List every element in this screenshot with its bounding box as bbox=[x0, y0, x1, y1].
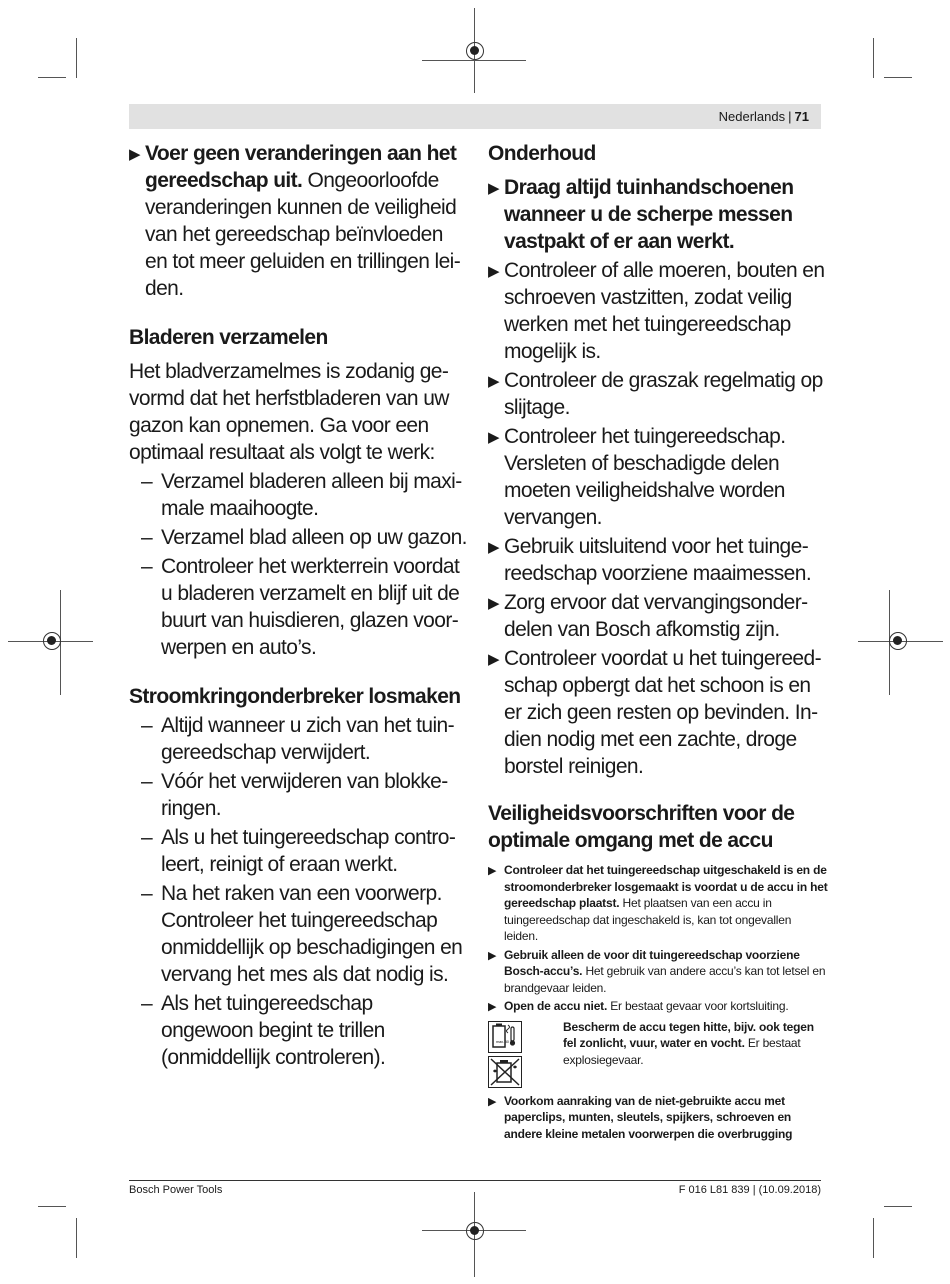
footer-right: F 016 L81 839 | (10.09.2018) bbox=[678, 1184, 821, 1196]
footer-left: Bosch Power Tools bbox=[129, 1184, 223, 1196]
heat-icon-label: max. 50 °C bbox=[496, 1039, 514, 1044]
bullet-triangle-icon: ▶ bbox=[488, 373, 499, 390]
list-item: ▶ Gebruik alleen de voor dit tuingereedschap voorziene Bosch-accu’s. Het gebruik van andere accu’s kan tot letsel en brandgevaar leiden. bbox=[488, 947, 826, 995]
battery-heat-icon bbox=[488, 1021, 522, 1053]
crop-mark bbox=[884, 77, 912, 78]
crop-mark bbox=[76, 38, 77, 78]
battery-heading: Veiligheidsvoorschriften voor de optimale omgang met de accu bbox=[488, 802, 795, 852]
breaker-heading: Stroomkringonderbreker losmaken bbox=[129, 685, 461, 708]
intro-warning-text: Ongeoorloofde veranderingen kunnen de veiligheid van het gereedschap beïnvloeden en tot meer geluiden en trillingen leiden. bbox=[145, 169, 461, 300]
maintenance-warning: ▶ Draag altijd tuinhandschoenen wanneer u de scherpe messen vastpakt of er aan werkt. bbox=[488, 176, 794, 253]
bullet-triangle-icon: ▶ bbox=[129, 146, 140, 163]
leaves-text: Het bladverzamelmes is zodanig gevormd dat het herfstbladeren van uw gazon kan opnemen. Ga voor een optimaal resultaat als volgt te werk: bbox=[129, 360, 449, 464]
bullet-triangle-icon: ▶ bbox=[488, 595, 499, 612]
crop-mark bbox=[873, 1218, 874, 1258]
intro-warning-bold: Voer geen veranderingen aan het gereedschap uit. bbox=[145, 142, 457, 192]
list-item: ▶ Zorg ervoor dat vervangingsonderdelen van Bosch afkomstig zijn. bbox=[488, 591, 809, 641]
list-item: ▶ Voorkom aanraking van de niet-gebruikte accu met paperclips, munten, sleutels, spijkers, schroeven en andere kleine metalen voorwerpen die overbrugging bbox=[488, 1093, 793, 1141]
list-item: – Verzamel blad alleen op uw gazon. bbox=[141, 526, 467, 549]
intro-warning bbox=[129, 140, 467, 302]
bullet-triangle-icon: ▶ bbox=[488, 1001, 497, 1013]
list-item: – Verzamel bladeren alleen bij maximale maaihoogte. bbox=[141, 470, 463, 520]
list-item: – Altijd wanneer u zich van het tuingereedschap verwijdert. bbox=[141, 714, 455, 764]
header-language: Nederlands bbox=[718, 109, 786, 124]
leaves-heading: Bladeren verzamelen bbox=[129, 326, 328, 349]
registration-mark bbox=[466, 42, 484, 60]
list-item: ▶ Controleer dat het tuingereedschap uitgeschakeld is en de stroomonderbreker losgemaakt is voordat u de accu in het gereedschap plaatst. Het plaatsen van een accu in tuingereedschap dat ingeschakeld is, kan tot ongevallen leiden. bbox=[488, 863, 828, 943]
bullet-triangle-icon: ▶ bbox=[488, 1095, 497, 1108]
right-column bbox=[488, 140, 828, 1142]
list-item: ▶ Controleer de graszak regelmatig op slijtage. bbox=[488, 369, 823, 419]
list-item: – Als u het tuingereedschap controleert, reinigt of eraan werkt. bbox=[141, 826, 456, 876]
left-column bbox=[129, 140, 467, 1071]
list-item: ▶ Controleer voordat u het tuingereedschap opbergt dat het schoon is en er zich geen resten op bevinden. Indien nodig met een zachte, droge borstel reinigen. bbox=[488, 647, 822, 778]
bullet-triangle-icon: ▶ bbox=[488, 651, 499, 668]
list-item: ▶ Gebruik uitsluitend voor het tuingereedschap voorziene maaimessen. bbox=[488, 535, 812, 585]
bullet-triangle-icon: ▶ bbox=[488, 865, 497, 877]
footer-divider bbox=[129, 1180, 821, 1181]
heat-warning bbox=[488, 1019, 828, 1089]
list-item: – Als het tuingereedschap ongewoon begint te trillen (onmiddellijk controleren). bbox=[141, 992, 386, 1069]
list-item: ▶ Controleer of alle moeren, bouten en schroeven vastzitten, zodat veilig werken met het tuingereedschap mogelijk is. bbox=[488, 259, 825, 363]
list-item: ▶ Controleer het tuingereedschap. Versleten of beschadigde delen moeten veiligheidshalve worden vervangen. bbox=[488, 425, 786, 529]
registration-mark bbox=[466, 1222, 484, 1240]
list-item: – Vóór het verwijderen van blokkeringen. bbox=[141, 770, 449, 820]
page-header bbox=[129, 104, 821, 129]
bullet-triangle-icon: ▶ bbox=[488, 429, 499, 446]
crop-mark bbox=[76, 1218, 77, 1258]
registration-mark bbox=[889, 632, 907, 650]
crop-mark bbox=[38, 77, 66, 78]
crop-mark bbox=[873, 38, 874, 78]
battery-safety-list bbox=[488, 862, 828, 1142]
heat-warning-text: Bescherm de accu tegen hitte, bijv. ook tegen fel zonlicht, vuur, water en vocht. Er bestaat explosiegevaar. bbox=[563, 1019, 814, 1067]
maintenance-heading: Onderhoud bbox=[488, 142, 596, 165]
bullet-triangle-icon: ▶ bbox=[488, 263, 499, 280]
bullet-triangle-icon: ▶ bbox=[488, 539, 499, 556]
bullet-triangle-icon: ▶ bbox=[488, 180, 499, 197]
list-item: ▶ Open de accu niet. Er bestaat gevaar voor kortsluiting. bbox=[488, 998, 828, 1015]
crop-mark bbox=[884, 1206, 912, 1207]
registration-line bbox=[422, 60, 526, 61]
bullet-triangle-icon: ▶ bbox=[488, 949, 497, 962]
header-text: Nederlands | 71 bbox=[718, 109, 809, 124]
registration-mark bbox=[43, 632, 61, 650]
list-item: – Controleer het werkterrein voordat u bladeren verzamelt en blijf uit de buurt van huisdieren, glazen voorwerpen en auto’s. bbox=[141, 555, 460, 659]
crop-mark bbox=[38, 1206, 66, 1207]
list-item: – Na het raken van een voorwerp. Controleer het tuingereedschap onmiddellijk op beschadigingen en vervang het mes als dat nodig is. bbox=[141, 882, 463, 986]
battery-water-icon bbox=[488, 1056, 522, 1088]
page-number: 71 bbox=[794, 109, 809, 124]
